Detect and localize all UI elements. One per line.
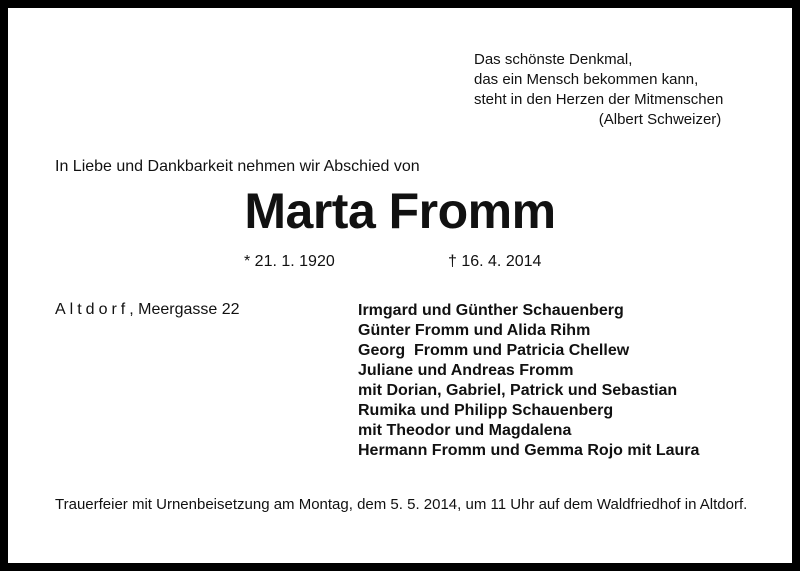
- birth-date: * 21. 1. 1920: [244, 253, 335, 270]
- funeral-info: Trauerfeier mit Urnenbeisetzung am Montag, dem 5. 5. 2014, um 11 Uhr auf dem Waldfriedhof in Altdorf.: [55, 496, 748, 513]
- mourner-line: Irmgard und Günther Schauenberg: [358, 302, 624, 319]
- mourner-line: Günter Fromm und Alida Rihm: [358, 322, 591, 339]
- obituary-notice: [8, 8, 792, 563]
- quote-author: (Albert Schweizer): [598, 111, 722, 128]
- mourner-line: Rumika und Philipp Schauenberg: [358, 402, 614, 419]
- mourner-line: mit Dorian, Gabriel, Patrick und Sebastian: [358, 382, 678, 399]
- deceased-name: Marta Fromm: [244, 183, 556, 239]
- mourners-list: [358, 301, 699, 461]
- quote-line: Das schönste Denkmal,: [474, 51, 633, 68]
- death-date: † 16. 4. 2014: [448, 253, 542, 270]
- intro-text: In Liebe und Dankbarkeit nehmen wir Abschied von: [55, 158, 420, 175]
- mourner-line: mit Theodor und Magdalena: [358, 422, 572, 439]
- mourner-line: Hermann Fromm und Gemma Rojo mit Laura: [358, 442, 700, 459]
- memorial-quote: [474, 50, 723, 130]
- address-town: Altdorf: [55, 301, 130, 318]
- mourner-line: Georg Fromm und Patricia Chellew: [358, 342, 630, 359]
- address: [55, 301, 240, 319]
- quote-line: steht in den Herzen der Mitmenschen: [474, 91, 724, 108]
- quote-line: das ein Mensch bekommen kann,: [474, 71, 699, 88]
- address-street: , Meergasse 22: [129, 301, 240, 318]
- mourner-line: Juliane und Andreas Fromm: [358, 362, 574, 379]
